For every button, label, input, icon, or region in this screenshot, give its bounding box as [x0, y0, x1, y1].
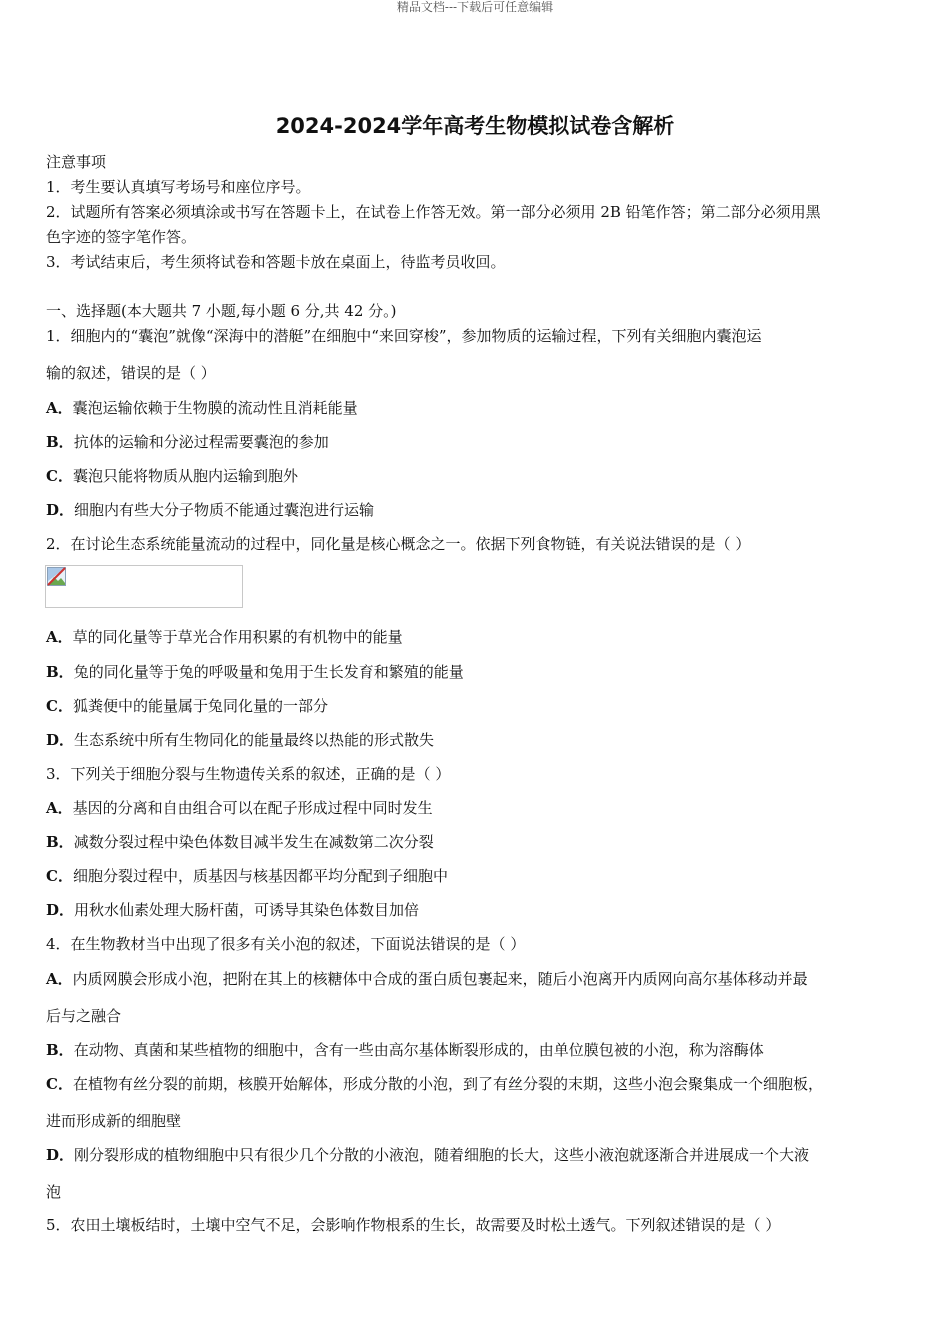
- option-text: 狐粪便中的能量属于兔同化量的一部分: [72, 697, 328, 715]
- option-text: 兔的同化量等于兔的呼吸量和兔用于生长发育和繁殖的能量: [73, 663, 464, 681]
- q1-option-a: [46, 398, 910, 418]
- option-letter: A．: [46, 399, 73, 417]
- option-letter: D．: [46, 731, 75, 749]
- option-text: 在植物有丝分裂的前期，核膜开始解体，形成分散的小泡，到了有丝分裂的末期，这些小泡会聚集成一个细胞板，: [72, 1075, 823, 1093]
- q2-option-b: [46, 662, 910, 682]
- option-letter: B．: [46, 663, 74, 681]
- q1-option-b: [46, 432, 910, 452]
- option-letter: D．: [46, 501, 75, 519]
- option-letter: B．: [46, 433, 74, 451]
- q4-option-c-line-2: 进而形成新的细胞壁: [46, 1112, 182, 1130]
- option-text: 囊泡运输依赖于生物膜的流动性且消耗能量: [72, 399, 358, 417]
- q3-stem: 3．下列关于细胞分裂与生物遗传关系的叙述，正确的是（ ）: [46, 765, 451, 783]
- food-chain-image-placeholder: [45, 565, 243, 608]
- page-title: 2024-2024学年高考生物模拟试卷含解析: [275, 114, 675, 138]
- q3-option-a: [46, 798, 910, 818]
- q4-stem: 4．在生物教材当中出现了很多有关小泡的叙述，下面说法错误的是（ ）: [46, 935, 526, 953]
- notice-item-2: 2．试题所有答案必须填涂或书写在答题卡上，在试卷上作答无效。第一部分必须用 2B 铅笔作答；第二部分必须用黑: [46, 203, 821, 221]
- option-text: 草的同化量等于草光合作用积累的有机物中的能量: [72, 628, 403, 646]
- option-letter: D．: [46, 1146, 75, 1164]
- option-letter: D．: [46, 901, 75, 919]
- q1-stem-line-1: 1．细胞内的“囊泡”就像“深海中的潜艇”在细胞中“来回穿梭”，参加物质的运输过程，下列有关细胞内囊泡运: [46, 327, 762, 345]
- broken-image-icon: [47, 567, 66, 586]
- option-letter: C．: [46, 697, 73, 715]
- q4-option-c-line-1: [46, 1074, 910, 1094]
- q1-option-d: [46, 500, 910, 520]
- option-text: 刚分裂形成的植物细胞中只有很少几个分散的小液泡，随着细胞的长大，这些小液泡就逐渐合并进展成一个大液: [74, 1146, 810, 1164]
- q3-option-b: [46, 832, 910, 852]
- option-text: 抗体的运输和分泌过程需要囊泡的参加: [73, 433, 329, 451]
- q5-stem: 5．农田土壤板结时，土壤中空气不足，会影响作物根系的生长，故需要及时松土透气。下列叙述错误的是（ ）: [46, 1216, 781, 1234]
- option-letter: A．: [46, 799, 73, 817]
- option-letter: A．: [46, 970, 73, 988]
- option-text: 细胞内有些大分子物质不能通过囊泡进行运输: [74, 501, 375, 519]
- option-letter: C．: [46, 467, 73, 485]
- option-text: 囊泡只能将物质从胞内运输到胞外: [72, 467, 298, 485]
- q2-option-d: [46, 730, 910, 750]
- option-letter: C．: [46, 1075, 73, 1093]
- notice-item-1: 1．考生要认真填写考场号和座位序号。: [46, 178, 311, 196]
- option-text: 生态系统中所有生物同化的能量最终以热能的形式散失: [74, 731, 435, 749]
- option-letter: A．: [46, 628, 73, 646]
- q4-option-a-line-1: [46, 969, 910, 989]
- q2-option-c: [46, 696, 910, 716]
- option-text: 细胞分裂过程中，质基因与核基因都平均分配到子细胞中: [72, 867, 448, 885]
- section-heading: 一、选择题(本大题共 7 小题,每小题 6 分,共 42 分。): [46, 302, 397, 320]
- q1-stem-line-2: 输的叙述，错误的是（ ）: [46, 364, 216, 382]
- option-text: 基因的分离和自由组合可以在配子形成过程中同时发生: [72, 799, 433, 817]
- option-text: 在动物、真菌和某些植物的细胞中，含有一些由高尔基体断裂形成的，由单位膜包被的小泡，称为溶酶体: [73, 1041, 764, 1059]
- option-letter: B．: [46, 1041, 74, 1059]
- option-letter: B．: [46, 833, 74, 851]
- q4-option-d-line-1: [46, 1145, 910, 1165]
- header-note: 精品文档---下载后可任意编辑: [396, 0, 554, 14]
- q4-option-d-line-2: 泡: [46, 1183, 62, 1201]
- option-text: 减数分裂过程中染色体数目减半发生在减数第二次分裂: [73, 833, 434, 851]
- q3-option-d: [46, 900, 910, 920]
- q3-option-c: [46, 866, 910, 886]
- q2-option-a: [46, 627, 910, 647]
- option-text: 用秋水仙素处理大肠杆菌，可诱导其染色体数目加倍: [74, 901, 420, 919]
- option-letter: C．: [46, 867, 73, 885]
- q4-option-a-line-2: 后与之融合: [46, 1007, 122, 1025]
- notice-item-3: 3．考试结束后，考生须将试卷和答题卡放在桌面上，待监考员收回。: [46, 253, 506, 271]
- q2-stem: 2．在讨论生态系统能量流动的过程中，同化量是核心概念之一。依据下列食物链，有关说法错误的是（ ）: [46, 535, 751, 553]
- notice-heading: 注意事项: [46, 153, 107, 171]
- option-text: 内质网膜会形成小泡，把附在其上的核糖体中合成的蛋白质包裹起来，随后小泡离开内质网向高尔基体移动并最: [72, 970, 808, 988]
- q4-option-b: [46, 1040, 910, 1060]
- notice-item-2-cont: 色字迹的签字笔作答。: [46, 228, 197, 246]
- q1-option-c: [46, 466, 910, 486]
